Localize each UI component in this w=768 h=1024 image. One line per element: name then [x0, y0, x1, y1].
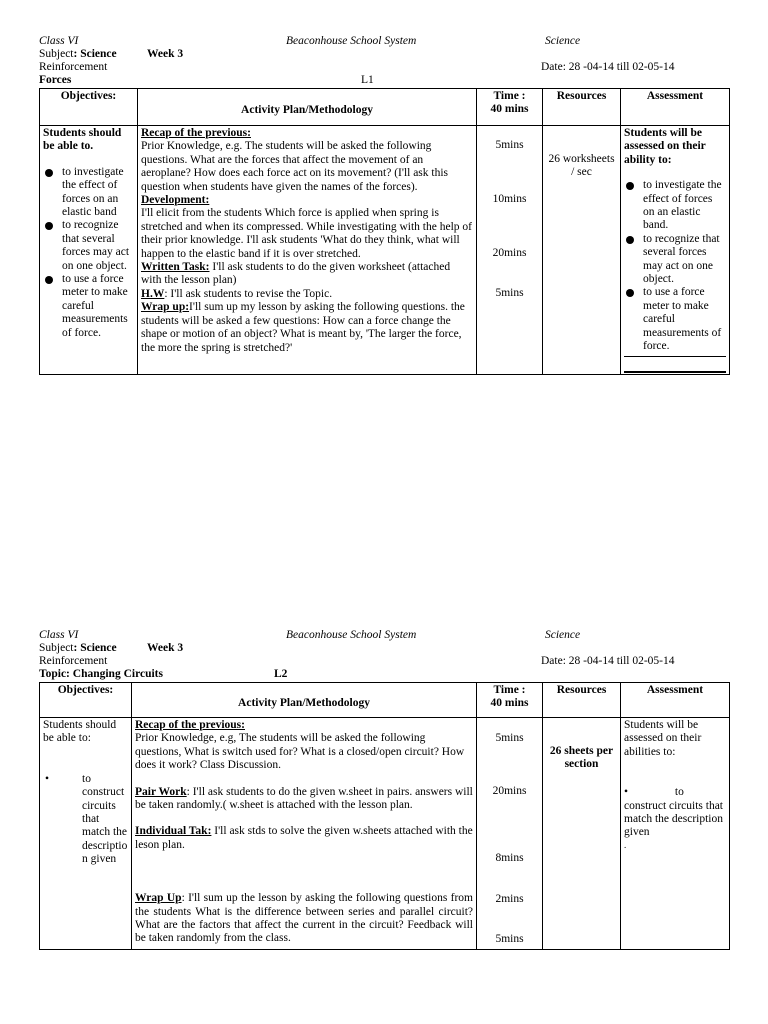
- individual-task-title: Individual Tak:: [135, 825, 212, 838]
- bullet-icon: [45, 276, 53, 284]
- assessment-intro: Students will be assessed on their abilities to:: [624, 719, 702, 758]
- objectives-intro: Students should be able to:: [43, 719, 117, 745]
- bullet-icon: •: [624, 786, 629, 799]
- time-header: [477, 683, 543, 718]
- table-header-row: [40, 683, 730, 718]
- time-value: 20mins: [492, 785, 527, 797]
- wrap-up-title: Wrap Up: [135, 892, 182, 905]
- science-label: Science: [545, 629, 581, 641]
- week-label: Week 3: [147, 642, 184, 654]
- recap-text: Prior Knowledge, e.g. The students will be asked the following questions. What are the forces that affect the movement of an aeroplane? How does each force act on its movement? (I'll ask this question when students have given the names of the forces).: [141, 140, 449, 193]
- subject-label: Subject: [39, 642, 74, 654]
- objectives-header: Objectives:: [40, 89, 138, 126]
- assessment-cell: [621, 126, 730, 375]
- bullet-icon: [626, 289, 634, 297]
- time-value: 20mins: [492, 247, 527, 259]
- science-label: Science: [545, 35, 581, 47]
- development-title: Development:: [141, 194, 210, 207]
- time-header: [477, 89, 543, 126]
- assessment-header: Assessment: [621, 683, 730, 718]
- bullet-icon: •: [45, 772, 50, 785]
- reinforcement-label: Reinforcement: [39, 61, 108, 73]
- objective-item: [43, 273, 134, 340]
- table-header-row: [40, 89, 730, 126]
- time-value: 5mins: [495, 933, 524, 945]
- assessment-item: [624, 179, 726, 233]
- week-label: Week 3: [147, 48, 184, 60]
- individual-task-text: I'll ask stds to solve the given w.sheets attached with the leson plan.: [135, 825, 473, 851]
- subject-value: : Science: [73, 48, 117, 60]
- development-text: I'll elicit from the students Which force is applied when spring is stretched and when its compressed. While investigating with the help of their prior knowledge. I'll ask students 'What do they think, what will happen to the elastic band if it is over stretched.: [141, 207, 472, 260]
- pair-work: [135, 786, 473, 813]
- lesson-plan-table-1: [39, 88, 730, 375]
- time-header-duration: 40 mins: [490, 697, 529, 710]
- objective-text: to recognize that several forces may act on one object.: [62, 219, 130, 272]
- bullet-icon: [626, 182, 634, 190]
- activity-cell: [138, 126, 477, 375]
- objectives-cell: [40, 126, 138, 375]
- wrap-up: [135, 892, 473, 946]
- time-value: 10mins: [492, 193, 527, 205]
- objectives-intro: Students should be able to.: [43, 127, 122, 153]
- assessment-text: to investigate the effect of forces on an elastic band.: [643, 179, 722, 232]
- school-name: Beaconhouse School System: [286, 35, 417, 47]
- resources-cell: [543, 126, 621, 375]
- objective-item: [43, 219, 134, 273]
- homework: [141, 288, 473, 301]
- time-header-label: Time :: [493, 684, 526, 696]
- objective-item: [43, 773, 128, 867]
- written-task-title: Written Task:: [141, 261, 210, 274]
- resources-cell: [543, 718, 621, 950]
- objective-text: to construct circuits that match the descriptio n given: [82, 772, 128, 866]
- objective-text: to use a force meter to make careful measurements of force.: [62, 273, 128, 339]
- objectives-cell: [40, 718, 132, 950]
- table-body-row: [40, 126, 730, 375]
- written-task: [141, 261, 473, 288]
- table-body-row: [40, 718, 730, 950]
- resources-header: Resources: [543, 89, 621, 126]
- assessment-text: to recognize that several forces may act on one object.: [643, 232, 720, 286]
- lesson-number: L2: [274, 668, 288, 680]
- school-name: Beaconhouse School System: [286, 629, 417, 641]
- assessment-item: [624, 233, 726, 287]
- subject-value: : Science: [73, 642, 117, 654]
- divider: [624, 356, 726, 357]
- wrap-up: [141, 301, 473, 355]
- pair-work-title: Pair Work: [135, 785, 187, 798]
- recap-title: Recap of the previous:: [135, 719, 245, 731]
- assessment-text: to construct circuits that match the description given: [624, 786, 723, 839]
- written-task-text: I'll ask students to do the given worksheet (attached with the lesson plan): [141, 261, 451, 287]
- objective-item: [43, 166, 134, 220]
- lesson-number: L1: [361, 74, 374, 86]
- assessment-text: to use a force meter to make careful measurements of force.: [643, 286, 722, 353]
- lesson-plan-table-2: [39, 682, 730, 950]
- objectives-header: Objectives:: [40, 683, 132, 718]
- time-value: 8mins: [495, 852, 524, 864]
- assessment-intro: Students will be assessed on their ability to:: [624, 127, 706, 166]
- assessment-header: Assessment: [621, 89, 730, 126]
- divider: [624, 371, 726, 373]
- time-header-label: Time :: [493, 90, 526, 102]
- objective-text: to investigate the effect of forces on an elastic band: [62, 165, 124, 219]
- reinforcement-label: Reinforcement: [39, 655, 108, 667]
- wrap-up-text: : I'll sum up the lesson by asking the following questions from the students What is the difference between series and parallel circuit? What are the factors that affect the current in the circuit? Feedback will be taken randomly from the class.: [135, 892, 473, 945]
- wrap-up-title: Wrap up:: [141, 301, 190, 314]
- date-label: Date: 28 -04-14 till 02-05-14: [541, 61, 675, 73]
- bullet-icon: [626, 236, 634, 244]
- class-label: Class VI: [39, 35, 79, 47]
- class-label: Class VI: [39, 629, 79, 641]
- objectives-list: [43, 166, 134, 340]
- assessment-tail: .: [624, 839, 627, 850]
- resources-text: 26 worksheets / sec: [548, 153, 615, 179]
- time-value: 5mins: [495, 732, 524, 744]
- homework-text: : I'll ask students to revise the Topic.: [164, 287, 333, 300]
- time-header-duration: 40 mins: [490, 103, 529, 116]
- individual-task: [135, 825, 473, 852]
- subject-label: Subject: [39, 48, 74, 60]
- activity-cell: [132, 718, 477, 950]
- recap-text: Prior Knowledge, e.g, The students will be asked the following questions, What is switch used for? What is a closed/open circuit? How does it work? Class Discussion.: [135, 732, 465, 772]
- time-value: 5mins: [495, 287, 524, 299]
- recap-title: Recap of the previous:: [141, 127, 251, 139]
- topic-label: Forces: [39, 74, 72, 86]
- resources-text: 26 sheets per section: [549, 745, 614, 771]
- resources-header: Resources: [543, 683, 621, 718]
- time-cell: [477, 718, 543, 950]
- activity-header: Activity Plan/Methodology: [138, 89, 477, 126]
- assessment-item: [624, 786, 726, 840]
- time-value: 2mins: [495, 893, 524, 905]
- homework-title: H.W: [141, 287, 165, 300]
- topic-label: Topic: Changing Circuits: [39, 668, 163, 680]
- bullet-icon: [45, 169, 53, 177]
- bullet-icon: [45, 222, 53, 230]
- wrap-up-text: I'll sum up my lesson by asking the following questions. the students will be asked a few questions: How can a force change the shape or motion of an object? What is meant by, 'The larger the force, the more the spring is stretched?': [141, 301, 465, 354]
- time-cell: [477, 126, 543, 375]
- assessment-item: [624, 286, 726, 353]
- assessment-list: [624, 179, 726, 353]
- activity-header: Activity Plan/Methodology: [132, 683, 477, 718]
- time-value: 5mins: [495, 139, 524, 151]
- pair-work-text: : I'll ask students to do the given w.sheet in pairs. answers will be taken randomly.( w.sheet is attached with the lesson plan.: [135, 785, 473, 812]
- assessment-cell: [621, 718, 730, 950]
- date-label: Date: 28 -04-14 till 02-05-14: [541, 655, 675, 667]
- subject-line: [39, 48, 117, 61]
- subject-line: [39, 642, 117, 655]
